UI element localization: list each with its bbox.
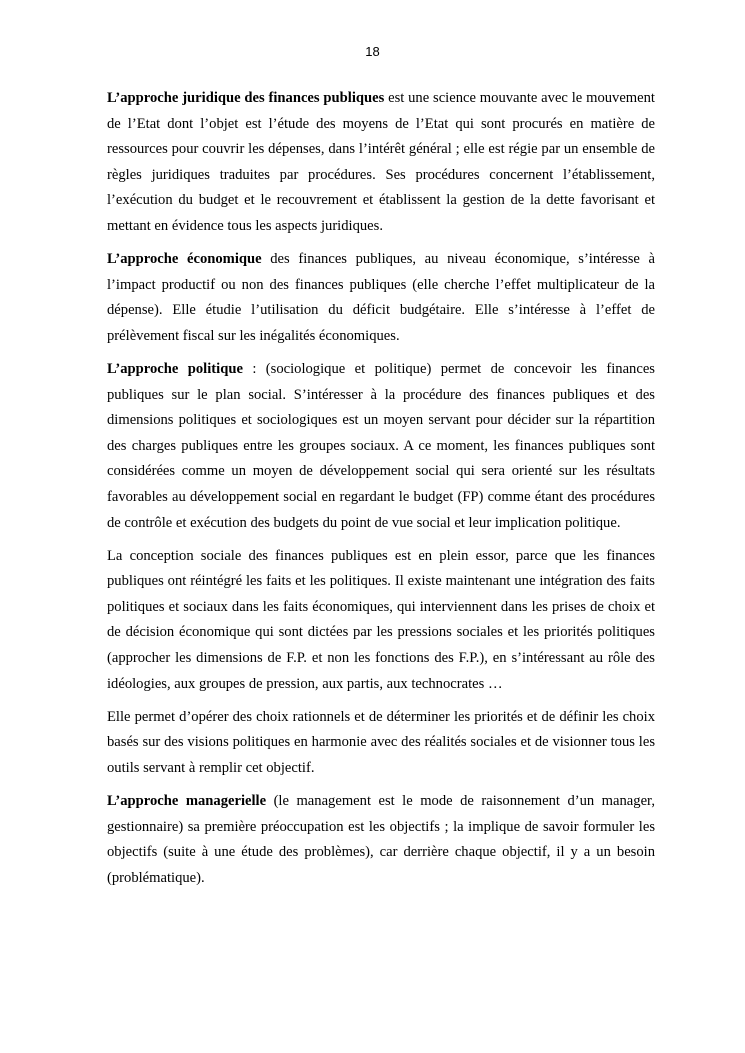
paragraph-managerielle [107, 789, 655, 891]
paragraph-heading: L’approche politique [107, 360, 243, 377]
page-number: 18 [365, 44, 380, 59]
paragraph-heading: L’approche managerielle [107, 792, 267, 809]
paragraph-heading: L’approche économique [107, 251, 262, 268]
document-body [107, 86, 655, 899]
paragraph-text: (le management est le mode de raisonnement d’un manager, gestionnaire) sa première préoccupation est les objectifs ; la implique de savoir formuler les objectifs (suite à une étude des problèmes), car derrière chaque objectif, il y a un besoin (problématique). [107, 792, 655, 886]
paragraph-text: : (sociologique et politique) permet de concevoir les finances publiques sur le plan social. S’intéresser à la procédure des finances publiques et des dimensions politiques et sociologiques est un moyen servant pour décider sur la répartition des charges publiques entre les groupes sociaux. A ce moment, les finances publiques sont considérées comme un moyen de développement social qui sera orienté sur les résultats favorables au développement social en regardant le budget (FP) comme étant des procédures de contrôle et exécution des budgets du point de vue social et leur implication politique. [107, 360, 655, 531]
paragraph-text: La conception sociale des finances publiques est en plein essor, parce que les finances publiques ont réintégré les faits et les politiques. Il existe maintenant une intégration des faits politiques et sociaux dans les faits économiques, qui interviennent dans les prises de choix et de décision économique qui sont dictées par les pressions sociales et les priorités politiques (approcher les dimensions de F.P. et non les fonctions des F.P.), en s’intéressant au rôle des idéologies, aux groupes de pression, aux partis, aux technocrates … [107, 547, 655, 692]
paragraph-politique [107, 357, 655, 536]
paragraph-conception-sociale [107, 544, 655, 698]
paragraph-heading: L’approche juridique des finances publiques [107, 90, 385, 106]
paragraph-juridique [107, 86, 655, 240]
paragraph-text: est une science mouvante avec le mouvement de l’Etat dont l’objet est l’étude des moyens de l’Etat qui sont procurés en matière de ressources pour couvrir les dépenses, dans l’intérêt général ; elle est régie par un ensemble de règles juridiques traduites par procédures. Ses procédures concernent l’établissement, l’exécution du budget et le recouvrement et établissent la gestion de la dette favorisant et mettant en évidence tous les aspects juridiques. [107, 90, 655, 234]
paragraph-economique [107, 247, 655, 349]
paragraph-text: des finances publiques, au niveau économique, s’intéresse à l’impact productif ou non des finances publiques (elle cherche l’effet multiplicateur de la dépense). Elle étudie l’utilisation du déficit budgétaire. Elle s’intéresse à l’effet de prélèvement fiscal sur les inégalités économiques. [107, 251, 655, 344]
paragraph-choix-rationnels [107, 705, 655, 782]
paragraph-text: Elle permet d’opérer des choix rationnels et de déterminer les priorités et de définir les choix basés sur des visions politiques en harmonie avec des réalités sociales et de visionner tous les outils servant à remplir cet objectif. [107, 708, 655, 776]
